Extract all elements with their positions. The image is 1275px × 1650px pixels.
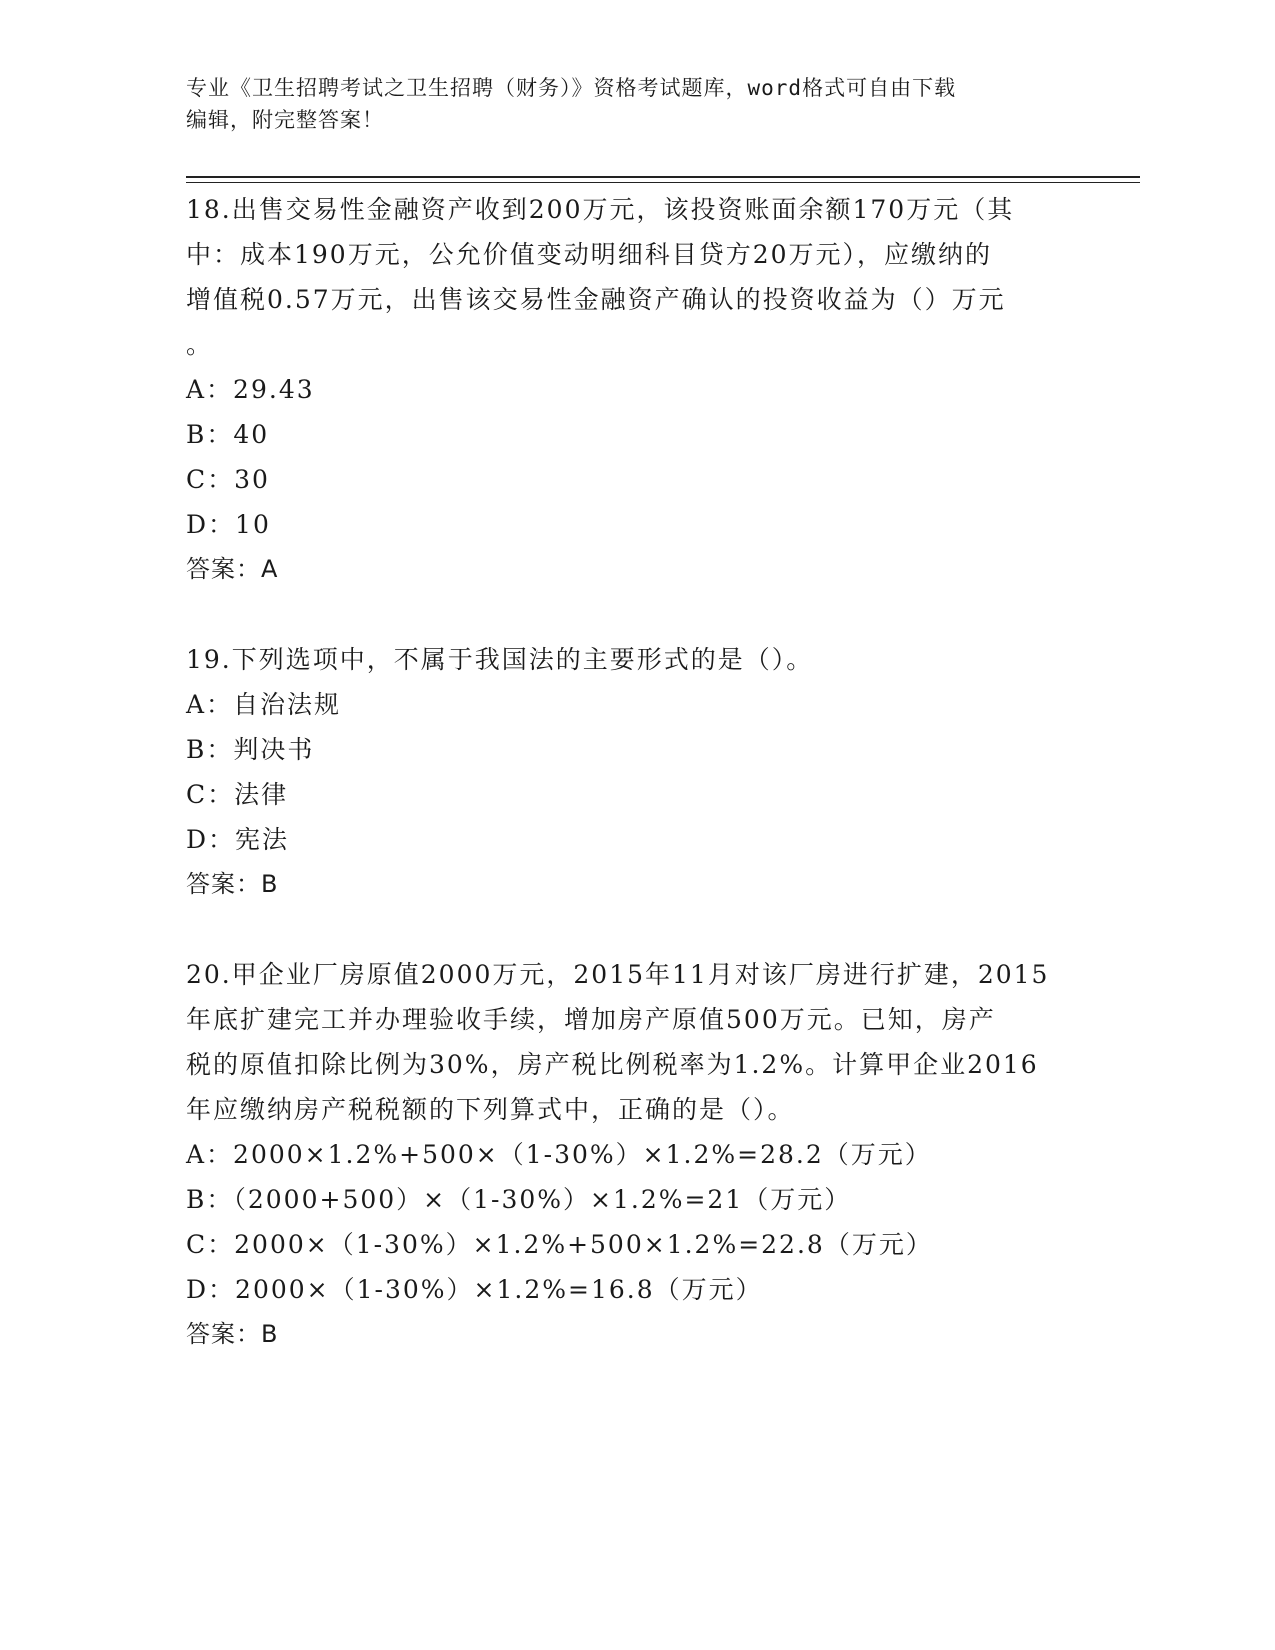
option-d: D：10	[186, 510, 271, 539]
question-stem-line: 年应缴纳房产税税额的下列算式中，正确的是（）。	[186, 1095, 795, 1124]
question-stem-line: 20.甲企业厂房原值2000万元，2015年11月对该厂房进行扩建，2015	[186, 960, 1050, 989]
option-c: C：法律	[186, 780, 289, 809]
option-a: A：29.43	[186, 375, 315, 404]
question-19	[186, 637, 1086, 907]
header-line-1: 专业《卫生招聘考试之卫生招聘（财务）》资格考试题库，word格式可自由下载	[186, 76, 957, 100]
document-header	[186, 72, 1086, 136]
header-divider-thin	[186, 182, 1140, 183]
question-stem-line: 。	[186, 330, 214, 359]
option-a: A：自治法规	[186, 690, 342, 719]
option-c: C：30	[186, 465, 270, 494]
option-c: C：2000×（1-30%）×1.2%+500×1.2%=22.8（万元）	[186, 1230, 933, 1259]
option-a: A：2000×1.2%+500×（1-30%）×1.2%=28.2（万元）	[186, 1140, 932, 1169]
answer-text: 答案：B	[186, 870, 279, 898]
question-stem-line: 19.下列选项中，不属于我国法的主要形式的是（）。	[186, 645, 814, 674]
option-b: B：判决书	[186, 735, 315, 764]
question-spacer	[186, 592, 1086, 637]
question-stem-line: 18.出售交易性金融资产收到200万元，该投资账面余额170万元（其	[186, 195, 1015, 224]
answer-text: 答案：A	[186, 555, 279, 583]
question-stem-line: 增值税0.57万元，出售该交易性金融资产确认的投资收益为（）万元	[186, 285, 1006, 314]
option-d: D：2000×（1-30%）×1.2%=16.8（万元）	[186, 1275, 763, 1304]
option-b: B：（2000+500）×（1-30%）×1.2%=21（万元）	[186, 1185, 852, 1214]
question-spacer	[186, 907, 1086, 952]
header-divider-thick	[186, 176, 1140, 178]
option-d: D：宪法	[186, 825, 290, 854]
question-20	[186, 952, 1086, 1357]
answer-text: 答案：B	[186, 1320, 279, 1348]
question-18	[186, 187, 1086, 592]
question-stem-line: 税的原值扣除比例为30%，房产税比例税率为1.2%。计算甲企业2016	[186, 1050, 1039, 1079]
question-list	[186, 187, 1086, 1357]
question-stem-line: 中：成本190万元，公允价值变动明细科目贷方20万元），应缴纳的	[186, 240, 993, 269]
option-b: B：40	[186, 420, 270, 449]
header-line-2: 编辑，附完整答案！	[186, 108, 384, 132]
question-stem-line: 年底扩建完工并办理验收手续，增加房产原值500万元。已知，房产	[186, 1005, 996, 1034]
